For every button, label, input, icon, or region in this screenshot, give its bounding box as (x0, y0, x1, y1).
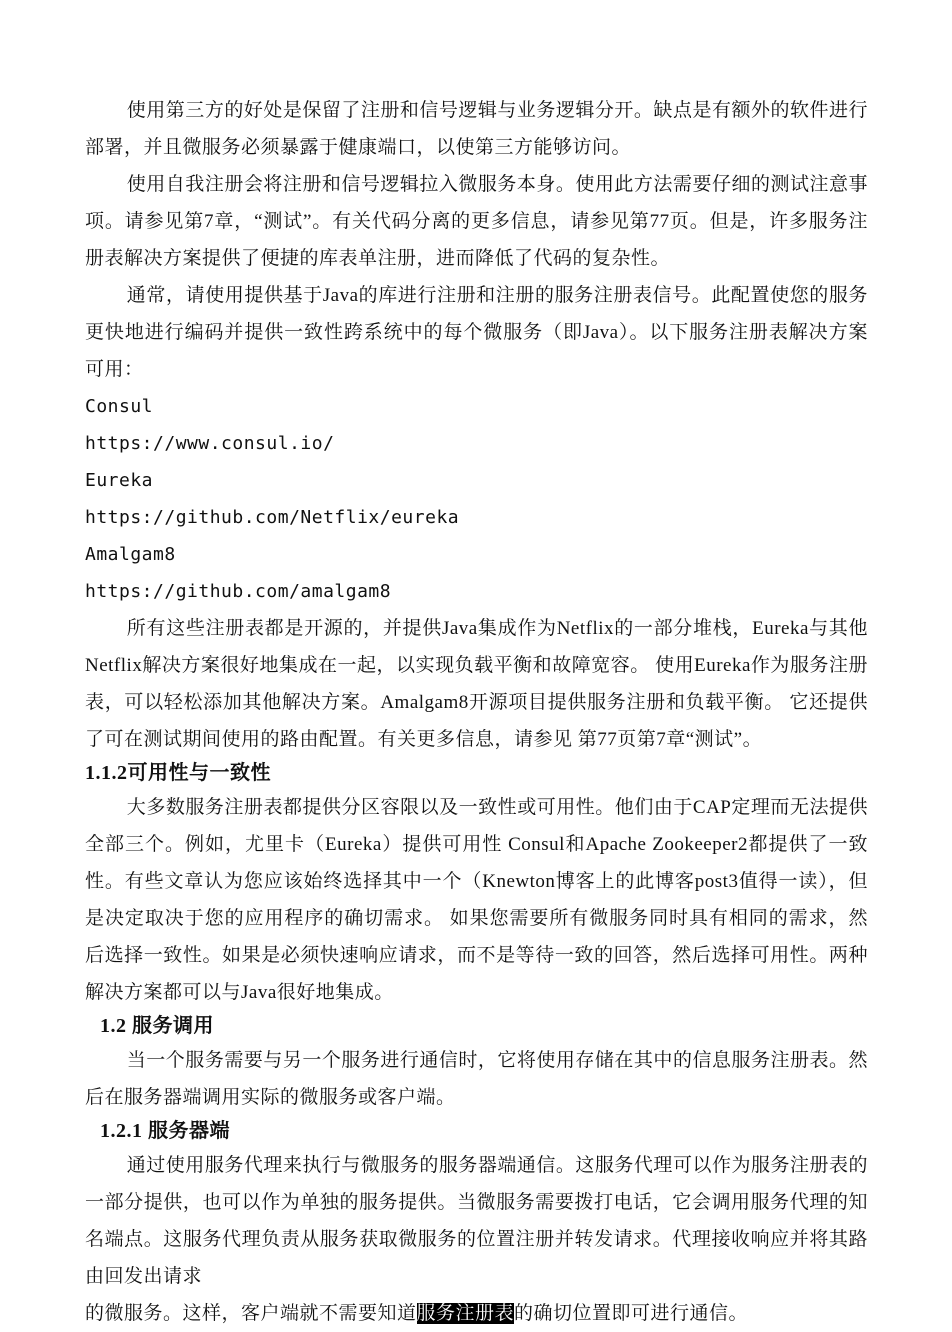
registry-url-consul: https://www.consul.io/ (85, 433, 335, 454)
selection-highlight: 服务注册表 (416, 1303, 515, 1324)
section-heading-availability-consistency: 1.1.2可用性与一致性 (85, 762, 271, 784)
paragraph-open-source-registries: 所有这些注册表都是开源的，并提供Java集成作为Netflix的一部分堆栈，Eureka与其他Netflix解决方案很好地集成在一起，以实现负载平衡和故障宽容。 使用Eureka作为服务注册表，可以轻松添加其他解决方案。Amalgam8开源项目提供服务注册和负载平衡。 它还提供了可在测试期间使用的路由配置。有关更多信息，请参见 第77页第7章“测试”。 (85, 618, 868, 750)
registry-name-consul: Consul (85, 396, 154, 417)
registry-name-amalgam8: Amalgam8 (85, 544, 176, 565)
registry-name-eureka: Eureka (85, 470, 154, 491)
paragraph-third-party: 使用第三方的好处是保留了注册和信号逻辑与业务逻辑分开。缺点是有额外的软件进行部署，并且微服务必须暴露于健康端口，以使第三方能够访问。 (85, 100, 868, 158)
partial-text-after: 的确切位置即可进行通信。 (514, 1303, 749, 1324)
section-heading-service-invocation: 1.2 服务调用 (100, 1015, 214, 1037)
partial-text-before: 的微服务。这样，客户端就不需要知道 (85, 1303, 417, 1324)
partial-clipped-line (85, 1295, 868, 1332)
paragraph-java-library: 通常，请使用提供基于Java的库进行注册和注册的服务注册表信号。此配置使您的服务更快地进行编码并提供一致性跨系统中的每个微服务（即Java）。以下服务注册表解决方案可用： (85, 285, 868, 380)
paragraph-self-registration: 使用自我注册会将注册和信号逻辑拉入微服务本身。使用此方法需要仔细的测试注意事项。请参见第7章，“测试”。有关代码分离的更多信息，请参见第77页。但是，许多服务注册表解决方案提供了便捷的库表单注册，进而降低了代码的复杂性。 (85, 174, 868, 269)
registry-url-amalgam8: https://github.com/amalgam8 (85, 581, 392, 602)
paragraph-cap-theorem: 大多数服务注册表都提供分区容限以及一致性或可用性。他们由于CAP定理而无法提供全部三个。例如，尤里卡（Eureka）提供可用性 Consul和Apache Zookeeper2都提供了一致性。有些文章认为您应该始终选择其中一个（Knewton博客上的此博客post3值得一读），但是决定取决于您的应用程序的确切需求。 如果您需要所有微服务同时具有相同的需求，然后选择一致性。如果是必须快速响应请求，而不是等待一致的回答，然后选择可用性。两种解决方案都可以与Java很好地集成。 (85, 797, 868, 1003)
section-heading-server-side: 1.2.1 服务器端 (100, 1120, 230, 1142)
paragraph-service-proxy: 通过使用服务代理来执行与微服务的服务器端通信。这服务代理可以作为服务注册表的一部分提供，也可以作为单独的服务提供。当微服务需要拨打电话，它会调用服务代理的知名端点。这服务代理负责从服务获取微服务的位置注册并转发请求。代理接收响应并将其路由回发出请求 (85, 1155, 868, 1287)
paragraph-service-communication: 当一个服务需要与另一个服务进行通信时，它将使用存储在其中的信息服务注册表。然后在服务器端调用实际的微服务或客户端。 (85, 1050, 868, 1108)
registry-url-eureka: https://github.com/Netflix/eureka (85, 507, 460, 528)
